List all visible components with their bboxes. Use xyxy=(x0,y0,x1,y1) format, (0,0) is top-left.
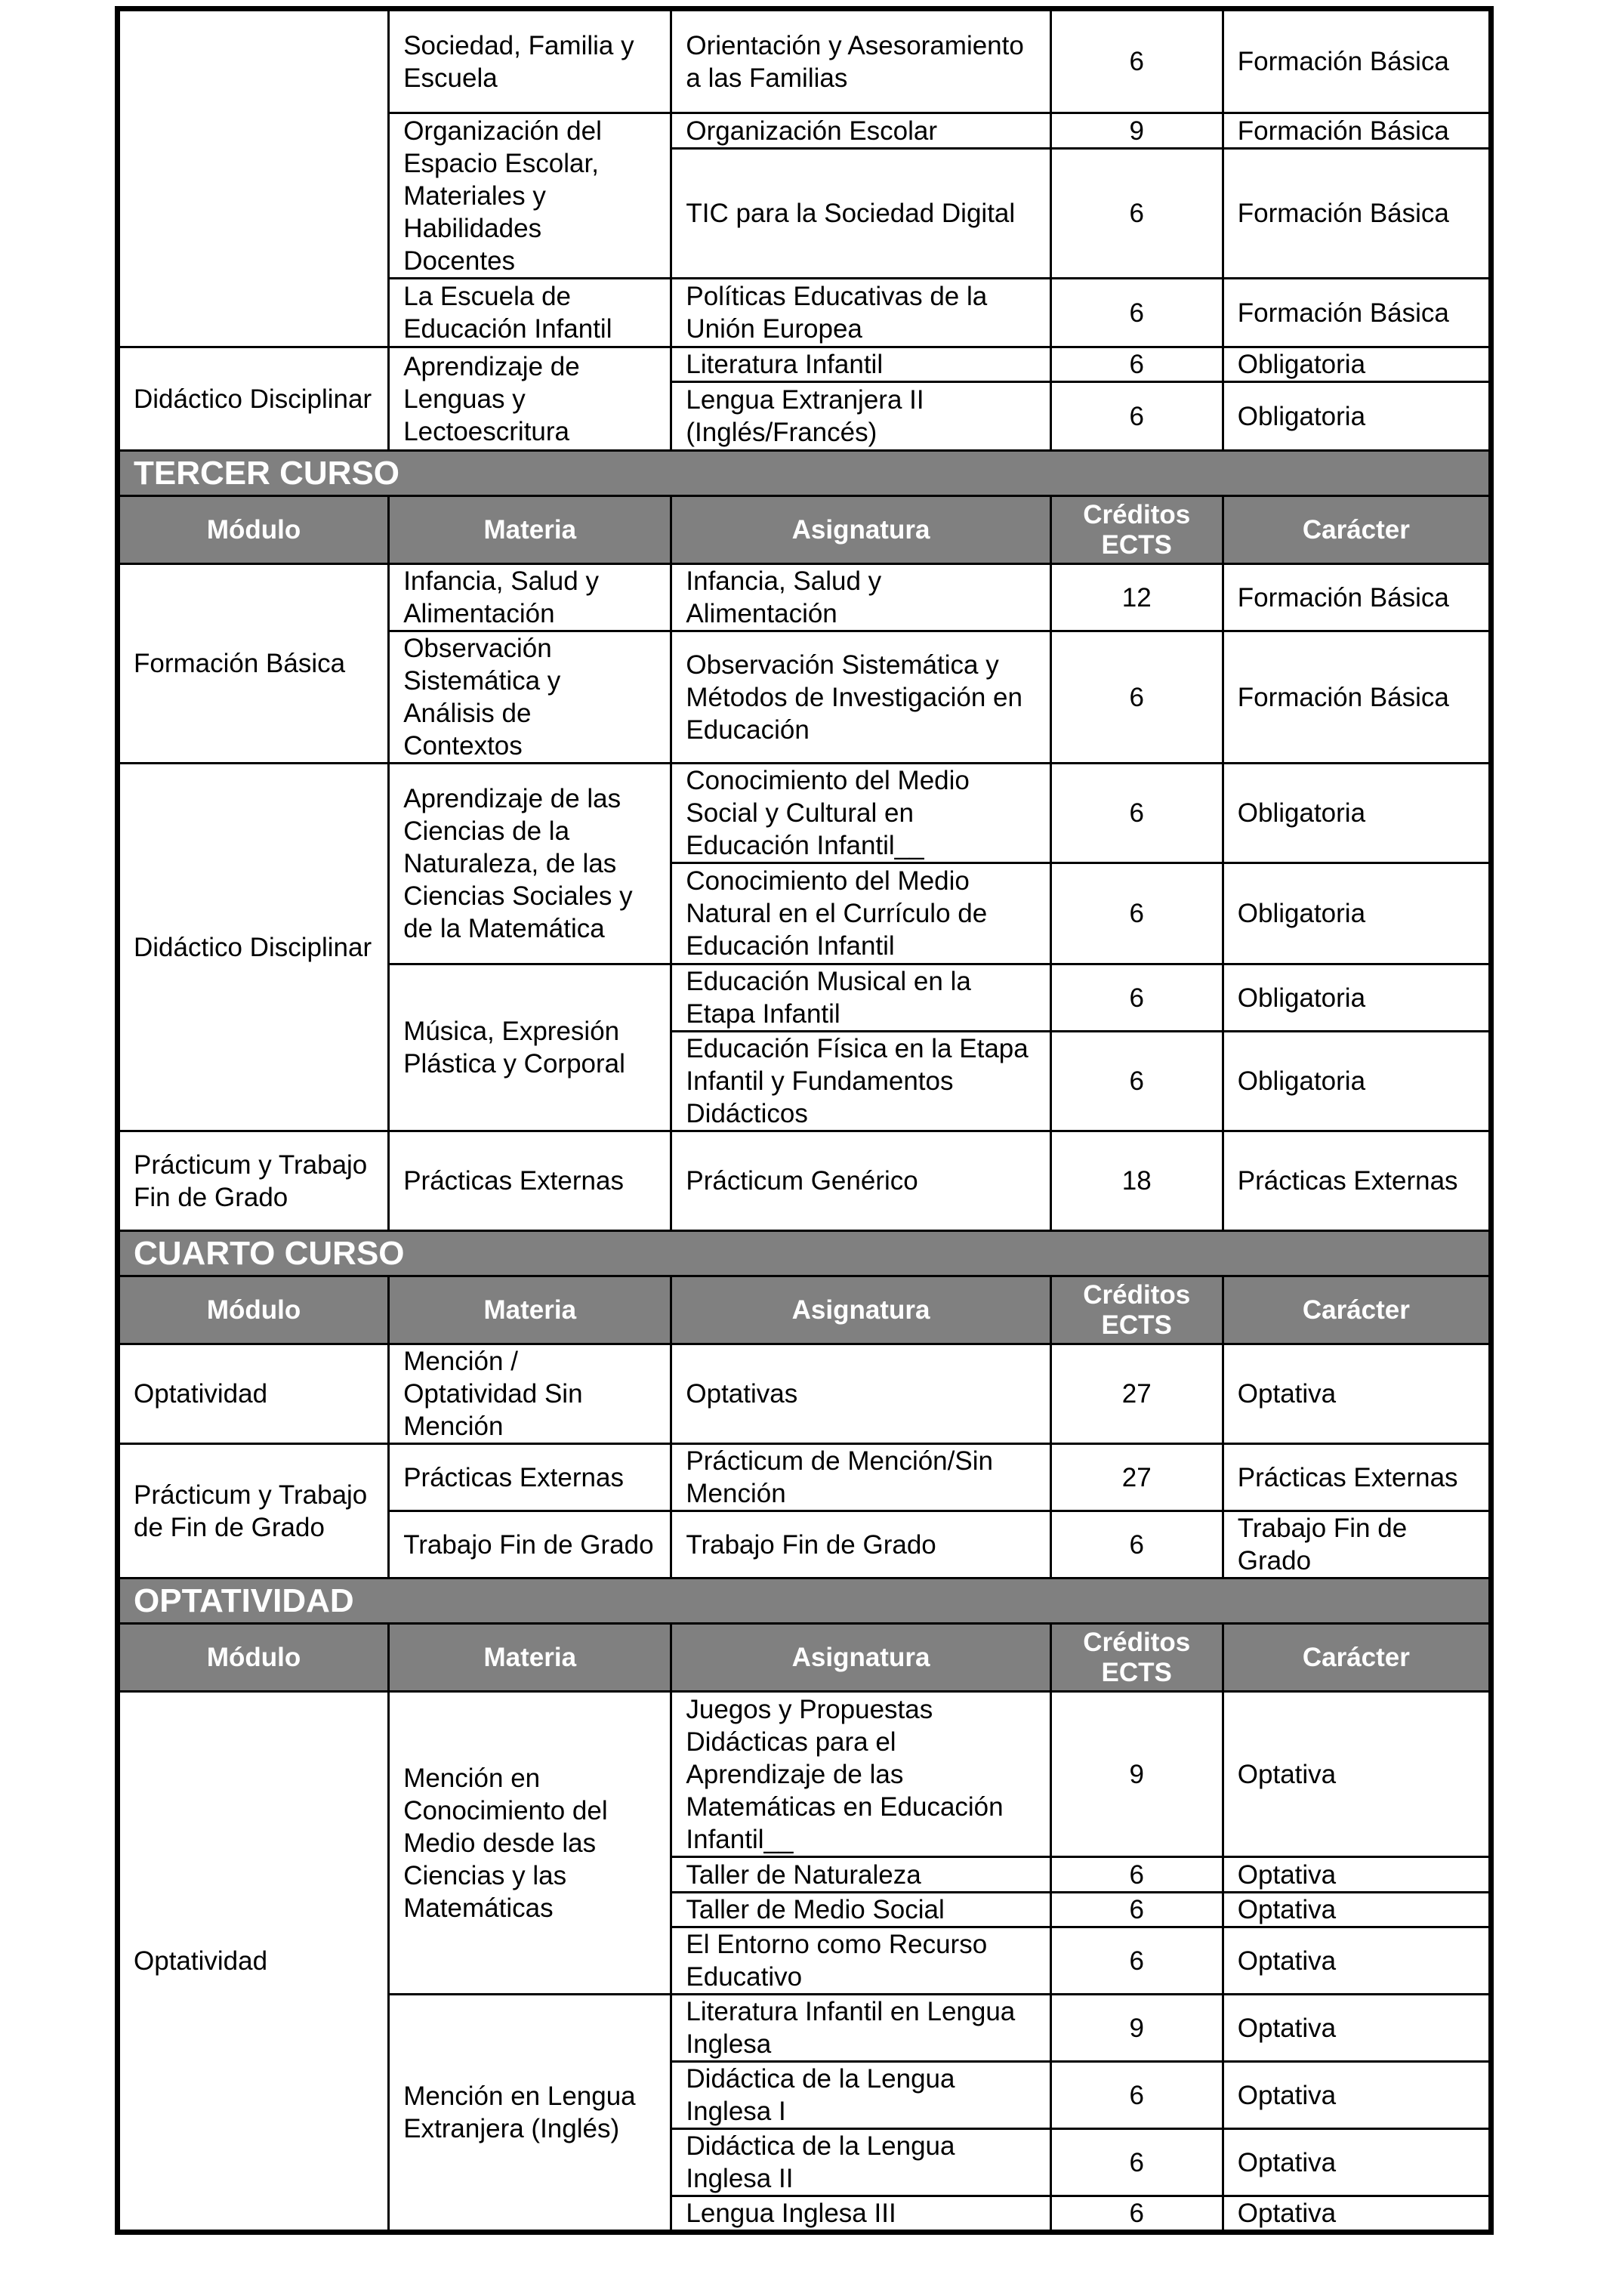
table-cell: Prácticum de Mención/Sin Mención xyxy=(671,1444,1050,1511)
table-cell: Formación Básica xyxy=(1223,149,1491,279)
table-cell: Optativa xyxy=(1223,2062,1491,2129)
table-cell: Formación Básica xyxy=(1223,113,1491,149)
curriculum-table xyxy=(115,6,1494,2235)
credits-cell: 6 xyxy=(1050,2062,1223,2129)
table-cell: Optativa xyxy=(1223,1995,1491,2062)
credits-cell: 6 xyxy=(1050,2196,1223,2233)
table-cell: Didáctico Disciplinar xyxy=(118,347,389,451)
credits-cell: 6 xyxy=(1050,279,1223,347)
table-cell: Prácticum Genérico xyxy=(671,1131,1050,1231)
table-cell: Prácticas Externas xyxy=(389,1444,671,1511)
column-header-creditos: Créditos ECTS xyxy=(1050,1624,1223,1692)
table-cell: Lengua Inglesa III xyxy=(671,2196,1050,2233)
table-cell: Mención / Optatividad Sin Mención xyxy=(389,1344,671,1444)
table-row xyxy=(118,764,1491,863)
table-cell: Organización del Espacio Escolar, Materiales y Habilidades Docentes xyxy=(389,113,671,279)
table-cell: Prácticum y Trabajo Fin de Grado xyxy=(118,1131,389,1231)
credits-cell: 6 xyxy=(1050,964,1223,1032)
table-cell: Prácticas Externas xyxy=(1223,1444,1491,1511)
table-cell: Formación Básica xyxy=(1223,279,1491,347)
table-cell: Sociedad, Familia y Escuela xyxy=(389,9,671,113)
section-title: CUARTO CURSO xyxy=(118,1231,1491,1276)
table-cell: Optativas xyxy=(671,1344,1050,1444)
column-header-materia: Materia xyxy=(389,496,671,564)
table-cell: Conocimiento del Medio Social y Cultural en Educación Infantil__ xyxy=(671,764,1050,863)
table-cell: Optativa xyxy=(1223,1927,1491,1995)
column-header-row xyxy=(118,1624,1491,1692)
table-cell: Organización Escolar xyxy=(671,113,1050,149)
table-cell: Obligatoria xyxy=(1223,382,1491,451)
table-cell: Obligatoria xyxy=(1223,764,1491,863)
table-cell: El Entorno como Recurso Educativo xyxy=(671,1927,1050,1995)
table-cell: Optativa xyxy=(1223,2196,1491,2233)
column-header-modulo: Módulo xyxy=(118,1624,389,1692)
table-cell: Obligatoria xyxy=(1223,964,1491,1032)
table-cell: Conocimiento del Medio Natural en el Currículo de Educación Infantil xyxy=(671,863,1050,964)
credits-cell: 6 xyxy=(1050,1857,1223,1893)
section-title-row xyxy=(118,1231,1491,1276)
table-row xyxy=(118,1344,1491,1444)
section-title: OPTATIVIDAD xyxy=(118,1578,1491,1624)
table-cell: Aprendizaje de las Ciencias de la Naturaleza, de las Ciencias Sociales y de la Matemática xyxy=(389,764,671,964)
table-cell: Trabajo Fin de Grado xyxy=(671,1511,1050,1578)
table-cell: Didáctica de la Lengua Inglesa I xyxy=(671,2062,1050,2129)
table-cell: Didáctica de la Lengua Inglesa II xyxy=(671,2129,1050,2196)
credits-cell: 27 xyxy=(1050,1344,1223,1444)
credits-cell: 6 xyxy=(1050,1032,1223,1131)
table-cell: Educación Musical en la Etapa Infantil xyxy=(671,964,1050,1032)
table-cell: Didáctico Disciplinar xyxy=(118,764,389,1131)
table-cell: Prácticas Externas xyxy=(1223,1131,1491,1231)
credits-cell: 6 xyxy=(1050,1511,1223,1578)
table-cell: Juegos y Propuestas Didácticas para el Aprendizaje de las Matemáticas en Educación Infantil__ xyxy=(671,1692,1050,1857)
table-cell: Políticas Educativas de la Unión Europea xyxy=(671,279,1050,347)
section-title-row xyxy=(118,451,1491,496)
section-title: TERCER CURSO xyxy=(118,451,1491,496)
column-header-modulo: Módulo xyxy=(118,1276,389,1344)
credits-cell: 9 xyxy=(1050,1995,1223,2062)
column-header-row xyxy=(118,496,1491,564)
credits-cell: 6 xyxy=(1050,1893,1223,1927)
credits-cell: 27 xyxy=(1050,1444,1223,1511)
table-row xyxy=(118,9,1491,113)
table-cell: Optativa xyxy=(1223,1893,1491,1927)
table-cell: Optatividad xyxy=(118,1692,389,2233)
table-cell: Formación Básica xyxy=(1223,631,1491,764)
table-row xyxy=(118,564,1491,631)
credits-cell: 6 xyxy=(1050,9,1223,113)
column-header-materia: Materia xyxy=(389,1276,671,1344)
section-title-row xyxy=(118,1578,1491,1624)
table-cell: TIC para la Sociedad Digital xyxy=(671,149,1050,279)
column-header-caracter: Carácter xyxy=(1223,1276,1491,1344)
table-cell: Obligatoria xyxy=(1223,1032,1491,1131)
table-cell: Formación Básica xyxy=(1223,564,1491,631)
column-header-creditos: Créditos ECTS xyxy=(1050,1276,1223,1344)
credits-cell: 18 xyxy=(1050,1131,1223,1231)
credits-cell: 6 xyxy=(1050,764,1223,863)
table-cell: Optativa xyxy=(1223,1857,1491,1893)
credits-cell: 6 xyxy=(1050,631,1223,764)
credits-cell: 9 xyxy=(1050,1692,1223,1857)
table-cell: Trabajo Fin de Grado xyxy=(389,1511,671,1578)
table-cell: Taller de Naturaleza xyxy=(671,1857,1050,1893)
table-row xyxy=(118,1131,1491,1231)
table-cell: La Escuela de Educación Infantil xyxy=(389,279,671,347)
table-cell: Formación Básica xyxy=(118,564,389,764)
table-cell: Taller de Medio Social xyxy=(671,1893,1050,1927)
table-cell: Obligatoria xyxy=(1223,347,1491,382)
credits-cell: 9 xyxy=(1050,113,1223,149)
table-cell xyxy=(118,9,389,347)
table-cell: Aprendizaje de Lenguas y Lectoescritura xyxy=(389,347,671,451)
table-cell: Infancia, Salud y Alimentación xyxy=(671,564,1050,631)
column-header-materia: Materia xyxy=(389,1624,671,1692)
table-row xyxy=(118,347,1491,382)
column-header-creditos: Créditos ECTS xyxy=(1050,496,1223,564)
table-cell: Música, Expresión Plástica y Corporal xyxy=(389,964,671,1131)
column-header-modulo: Módulo xyxy=(118,496,389,564)
table-cell: Optativa xyxy=(1223,1692,1491,1857)
table-cell: Orientación y Asesoramiento a las Familias xyxy=(671,9,1050,113)
table-cell: Trabajo Fin de Grado xyxy=(1223,1511,1491,1578)
table-cell: Observación Sistemática y Métodos de Investigación en Educación xyxy=(671,631,1050,764)
credits-cell: 6 xyxy=(1050,149,1223,279)
table-cell: Obligatoria xyxy=(1223,863,1491,964)
credits-cell: 6 xyxy=(1050,863,1223,964)
column-header-asignatura: Asignatura xyxy=(671,496,1050,564)
credits-cell: 6 xyxy=(1050,1927,1223,1995)
table-cell: Literatura Infantil en Lengua Inglesa xyxy=(671,1995,1050,2062)
column-header-caracter: Carácter xyxy=(1223,496,1491,564)
table-cell: Educación Física en la Etapa Infantil y Fundamentos Didácticos xyxy=(671,1032,1050,1131)
credits-cell: 6 xyxy=(1050,382,1223,451)
table-cell: Observación Sistemática y Análisis de Contextos xyxy=(389,631,671,764)
credits-cell: 6 xyxy=(1050,2129,1223,2196)
column-header-asignatura: Asignatura xyxy=(671,1276,1050,1344)
table-cell: Infancia, Salud y Alimentación xyxy=(389,564,671,631)
table-row xyxy=(118,1444,1491,1511)
table-cell: Lengua Extranjera II (Inglés/Francés) xyxy=(671,382,1050,451)
table-cell: Optativa xyxy=(1223,1344,1491,1444)
table-cell: Mención en Lengua Extranjera (Inglés) xyxy=(389,1995,671,2233)
table-cell: Optatividad xyxy=(118,1344,389,1444)
table-cell: Prácticas Externas xyxy=(389,1131,671,1231)
table-row xyxy=(118,1692,1491,1857)
credits-cell: 6 xyxy=(1050,347,1223,382)
table-cell: Formación Básica xyxy=(1223,9,1491,113)
column-header-asignatura: Asignatura xyxy=(671,1624,1050,1692)
column-header-caracter: Carácter xyxy=(1223,1624,1491,1692)
table-cell: Optativa xyxy=(1223,2129,1491,2196)
credits-cell: 12 xyxy=(1050,564,1223,631)
column-header-row xyxy=(118,1276,1491,1344)
table-cell: Literatura Infantil xyxy=(671,347,1050,382)
table-cell: Prácticum y Trabajo de Fin de Grado xyxy=(118,1444,389,1578)
table-cell: Mención en Conocimiento del Medio desde las Ciencias y las Matemáticas xyxy=(389,1692,671,1995)
